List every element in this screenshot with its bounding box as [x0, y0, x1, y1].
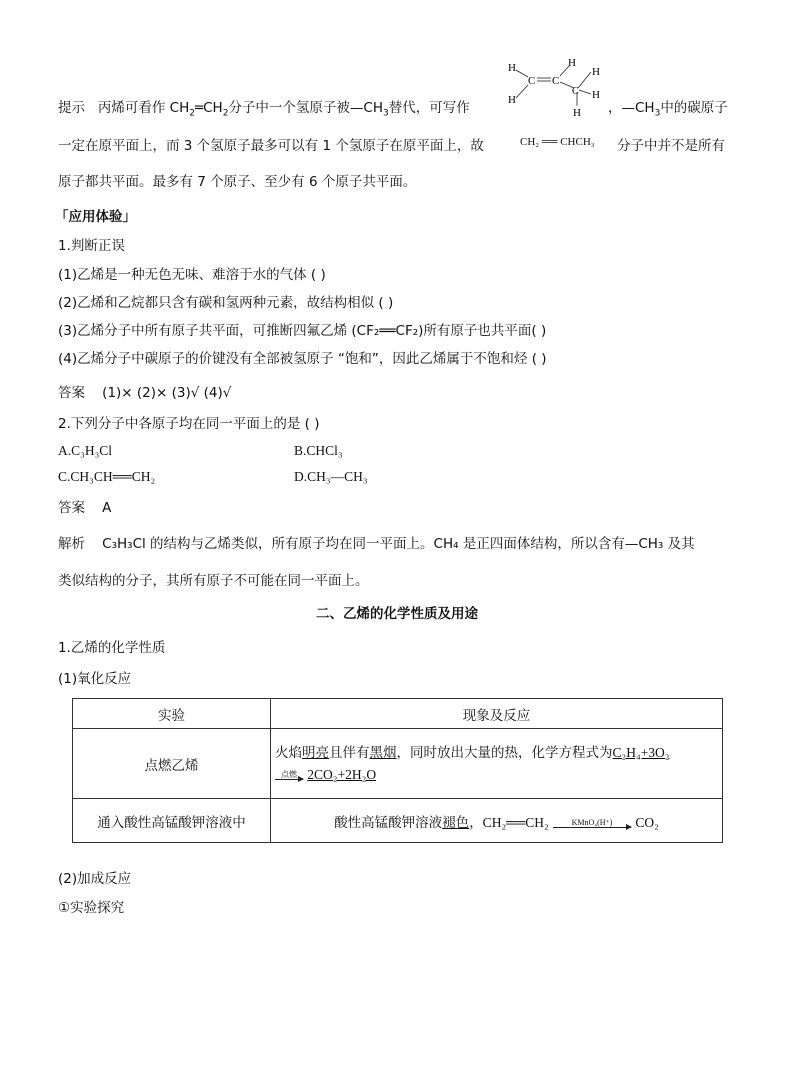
practice-header: 「应用体验」: [55, 209, 136, 225]
section-2-experiment: ①实验探究: [58, 900, 125, 916]
row2-text-a: 酸性高锰酸钾溶液: [334, 814, 443, 831]
struct-atom-h2: H: [568, 58, 576, 69]
hint-text-2b: 分子中并不是所有: [617, 138, 725, 154]
table-row: [73, 799, 723, 843]
hint-text-d: 替代，可写作: [388, 100, 470, 116]
q1-item-1: (1)乙烯是一种无色无味、难溶于水的气体 ( ): [58, 267, 326, 283]
row1-experiment: 点燃乙烯: [73, 729, 271, 799]
hint-text-e: ，—CH: [608, 100, 655, 116]
row1-text-bright: 明亮: [302, 744, 329, 761]
row2-arrow-label: KMnO₄(H⁺): [571, 817, 613, 827]
q1-answer: [58, 383, 231, 403]
q2-analysis-line-2: 类似结构的分子，其所有原子不可能在同一平面上。: [58, 573, 369, 589]
section-2-title: 二、乙烯的化学性质及用途: [316, 606, 478, 622]
hint-line-1-tail: ，$—CH_3$中的碳原子: [608, 100, 728, 119]
row1-equation-right: 2CO₂+2H₂O: [307, 766, 377, 782]
struct-atom-c2: C: [552, 75, 560, 87]
hint-line-2: [58, 136, 484, 156]
q1-item-3: (3)乙烯分子中所有原子共平面，可推断四氟乙烯 (CF₂══CF₂)所有原子也共平面( ): [58, 323, 547, 339]
struct-atom-h1: H: [508, 62, 516, 74]
row1-arrow-label: 点燃: [281, 769, 297, 779]
row1-text-smoke: 黑烟: [369, 744, 397, 761]
row1-phenomenon: [271, 729, 723, 799]
row1-arrow: [275, 770, 303, 780]
row2-experiment: 通入酸性高锰酸钾溶液中: [73, 799, 271, 843]
q2-answer-value: A: [102, 500, 112, 516]
hint-line-1: 提示 丙烯可看作 $CH_2═CH_2$分子中一个氢原子被$—CH_3$替代，可写作: [58, 100, 470, 119]
struct-atom-h6: H: [573, 107, 581, 119]
struct-atom-h5: H: [592, 89, 600, 101]
hint-text-2a: 一定在原平面上，而 3 个氢原子最多可以有 1 个氢原子在原平面上，故: [58, 138, 484, 154]
row2-phenomenon: [271, 799, 723, 843]
q1-answer-value: (1)× (2)× (3)√ (4)√: [102, 385, 232, 401]
q2-title: 2.下列分子中各原子均在同一平面上的是 ( ): [58, 416, 320, 432]
q2-option-a: A.C₃H₃Cl: [58, 443, 113, 458]
table-row: [73, 729, 723, 799]
row1-text-a: 火焰: [275, 744, 302, 761]
section-2-addition: (2)加成反应: [58, 871, 132, 887]
propene-structure-diagram: [502, 58, 602, 120]
row2-arrow: [553, 818, 631, 828]
table-header-row: [73, 699, 723, 729]
table-header-experiment: 实验: [73, 699, 271, 729]
oxidation-table: [72, 698, 723, 843]
q2-answer: [58, 498, 111, 518]
row2-equation-right: CO₂: [635, 814, 659, 830]
row1-arrow-icon: [275, 779, 303, 780]
hint-text-b: ═CH: [194, 100, 223, 116]
struct-atom-c1: C: [528, 75, 536, 87]
row2-text-fade: 褪色: [442, 814, 470, 831]
q1-item-2: (2)乙烯和乙烷都只含有碳和氢两种元素，故结构相似 ( ): [58, 295, 394, 311]
table-header-phenomenon: 现象及反应: [271, 699, 723, 729]
svg-text:C: C: [572, 86, 579, 97]
q2-option-b: B.CHCl₃: [294, 443, 343, 458]
hint-text-a: 丙烯可看作 CH: [97, 100, 190, 116]
section-2-sub-1: 1.乙烯的化学性质: [58, 640, 166, 656]
q1-answer-label: 答案: [58, 385, 85, 401]
struct-atom-h4: H: [592, 66, 600, 78]
q2-analysis-text-1: C₃H₃Cl 的结构与乙烯类似，所有原子均在同一平面上。CH₄ 是正四面体结构，所以含有—CH₃ 及其: [102, 536, 695, 552]
q2-answer-label: 答案: [58, 500, 85, 516]
q2-option-d: D.CH₃—CH₃: [294, 469, 368, 484]
row1-text-e: ，同时放出大量的热，化学方程式为: [396, 744, 613, 761]
struct-atom-h3: H: [508, 94, 516, 106]
row2-equation-left: ，CH₂══CH₂: [469, 814, 549, 830]
row2-arrow-icon: [553, 827, 631, 828]
q2-option-c: C.CH₃CH══CH₂: [58, 469, 156, 484]
row1-equation-left: C₂H₄+3O₂: [612, 744, 670, 760]
section-2-oxidation: (1)氧化反应: [58, 671, 132, 687]
row1-text-c: 且伴有: [329, 744, 370, 761]
hint-text-c: 分子中一个氢原子被—CH: [228, 100, 384, 116]
q2-analysis-line-1: [58, 534, 695, 554]
q2-analysis-label: 解析: [58, 536, 85, 552]
hint-text-f: 中的碳原子: [660, 100, 728, 116]
hint-formula: CH₂ ══ CHCH₃: [520, 136, 595, 148]
hint-line-3: 原子都共平面。最多有 7 个原子、至少有 6 个原子共平面。: [58, 174, 417, 190]
q1-item-4: (4)乙烯分子中碳原子的价键没有全部被氢原子 “饱和”，因此乙烯属于不饱和烃 ( ): [58, 351, 547, 367]
hint-label: 提示: [58, 100, 85, 116]
q1-title: 1.判断正误: [58, 238, 125, 254]
